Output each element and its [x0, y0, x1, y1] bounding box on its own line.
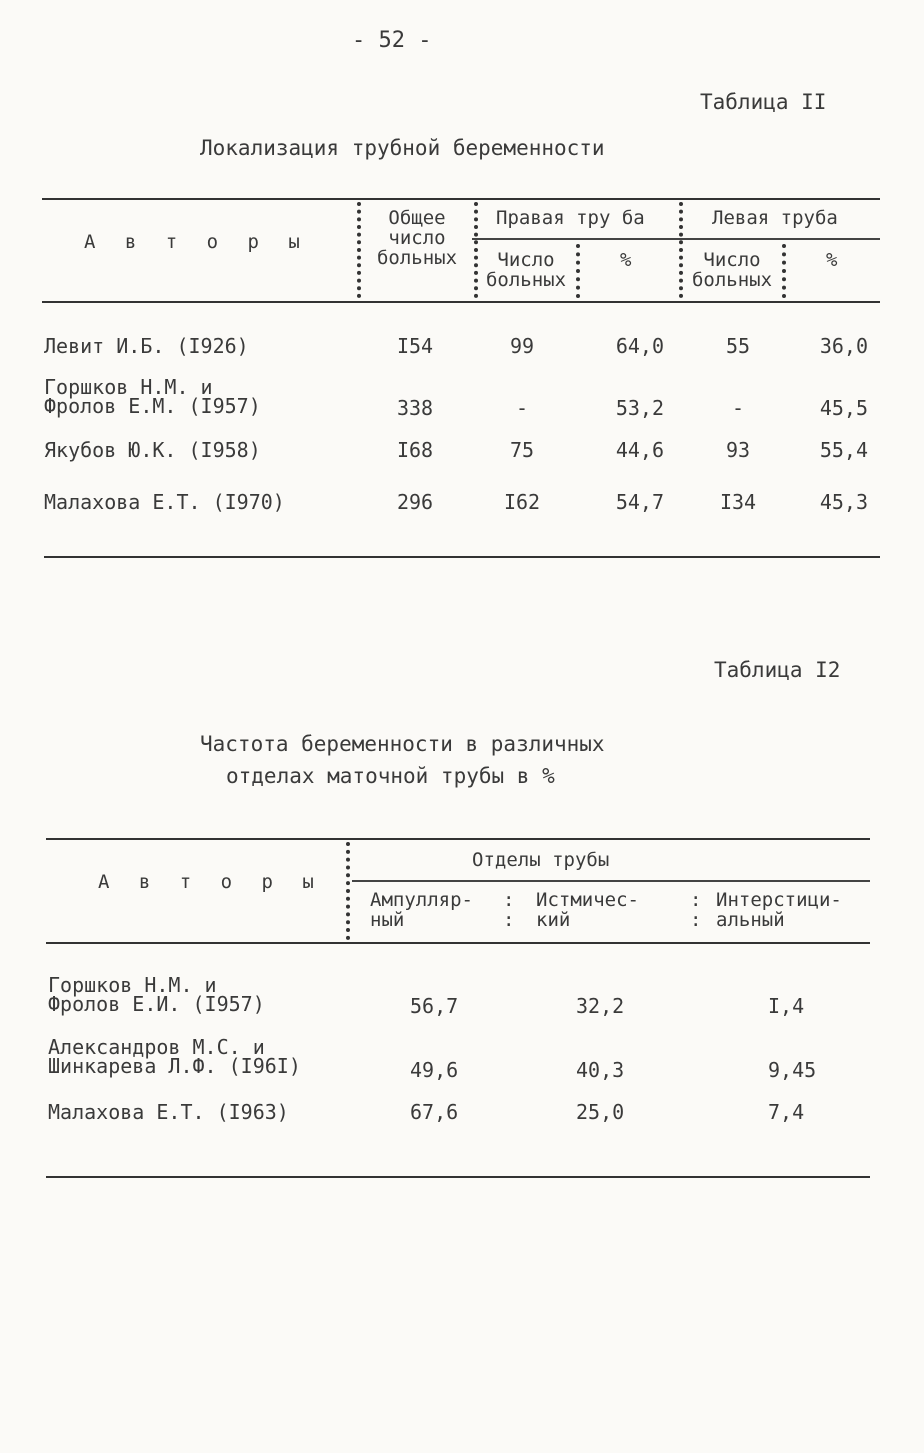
author-line: Александров М.С. и [48, 1035, 265, 1059]
header-line: Ампулляр- [370, 889, 473, 911]
table11-title: Локализация трубной беременности [200, 136, 605, 160]
table12-row1-isthmic: 32,2 [576, 994, 625, 1018]
table11-row1-author: Левит И.Б. (I926) [44, 334, 249, 358]
table12-row1-ampullar: 56,7 [410, 994, 459, 1018]
table11-header-left-count [684, 250, 780, 290]
page-number: - 52 - [352, 28, 432, 53]
table11-row4-author: Малахова Е.Т. (I970) [44, 490, 285, 514]
table12-row2-isthmic: 40,3 [576, 1058, 625, 1082]
table11-col-separator [679, 202, 683, 298]
table12-header-sections: Отделы трубы [472, 849, 610, 871]
table11-row3-right-n: 75 [509, 438, 535, 462]
table11-row4-left-pct: 45,3 [819, 490, 868, 514]
table11-label: Таблица II [700, 90, 827, 114]
header-line: число [388, 227, 446, 249]
table12-col-separator-colon: : : [503, 889, 515, 931]
author-line: Шинкарева Л.Ф. (I96I) [48, 1054, 301, 1078]
table11-header-right-tube: Правая тру ба [496, 207, 645, 229]
table12-subheader-rule [352, 880, 870, 882]
header-line: ный [370, 909, 405, 931]
header-line: больных [485, 269, 567, 291]
table11-header-authors: А в т о р ы [84, 231, 309, 253]
table11-row4-right-pct: 54,7 [615, 490, 664, 514]
table12-header-bottom-rule [46, 942, 870, 944]
table12-row3-isthmic: 25,0 [576, 1100, 625, 1124]
table11-top-rule [42, 198, 880, 200]
header-line: Общее [388, 207, 446, 229]
table11-bottom-rule [44, 556, 880, 558]
table11-row4-total: 296 [396, 490, 434, 514]
table12-header-ampullar [370, 890, 473, 930]
table11-row2-author [44, 375, 261, 418]
table11-row2-right-pct: 53,2 [615, 396, 664, 420]
table11-row3-right-pct: 44,6 [615, 438, 664, 462]
table11-header-right-percent: % [620, 249, 632, 271]
table11-subheader-rule [472, 238, 880, 240]
header-line: Истмичес- [536, 889, 639, 911]
table12-col-separator-colon: : : [690, 889, 702, 931]
table11-row2-left-pct: 45,5 [819, 396, 868, 420]
table11-row3-author: Якубов Ю.К. (I958) [44, 438, 261, 462]
table11-row3-left-pct: 55,4 [819, 438, 868, 462]
author-line: Горшков Н.М. и [44, 375, 213, 399]
table11-row2-left-n: - [731, 396, 745, 420]
author-line: Горшков Н.М. и [48, 973, 217, 997]
table11-col-separator [357, 202, 361, 298]
table11-row4-left-n: I34 [719, 490, 757, 514]
table11-row1-left-pct: 36,0 [819, 334, 868, 358]
author-line: Фролов Е.И. (I957) [48, 992, 265, 1016]
author-line: Фролов Е.М. (I957) [44, 394, 261, 418]
table12-row3-author: Малахова Е.Т. (I963) [48, 1100, 289, 1124]
header-line: альный [716, 909, 785, 931]
table11-header-left-tube: Левая труба [712, 207, 838, 229]
table11-row3-total: I68 [396, 438, 434, 462]
table12-col-separator [346, 842, 350, 940]
header-line: Число [497, 249, 555, 271]
table11-row3-left-n: 93 [725, 438, 751, 462]
table11-row1-total: I54 [396, 334, 434, 358]
table11-col-separator [782, 244, 786, 298]
header-line: кий [536, 909, 571, 931]
table12-title-line1: Частота беременности в различных [200, 732, 605, 756]
table12-header-authors: А в т о р ы [98, 871, 323, 893]
table12-row3-interstitial: 7,4 [768, 1100, 805, 1124]
header-line: больных [376, 247, 458, 269]
table11-col-separator [576, 244, 580, 298]
table12-header-isthmic [536, 890, 639, 930]
table12-label: Таблица I2 [714, 658, 841, 682]
table11-row1-left-n: 55 [725, 334, 751, 358]
table11-row1-right-n: 99 [509, 334, 535, 358]
table11-header-right-count [478, 250, 574, 290]
table12-row2-author [48, 1035, 301, 1078]
table12-row1-interstitial: I,4 [768, 994, 805, 1018]
header-line: Интерстици- [716, 889, 842, 911]
table11-header-total [362, 208, 472, 268]
header-line: больных [691, 269, 773, 291]
table11-row1-right-pct: 64,0 [615, 334, 664, 358]
table12-header-interstitial [716, 890, 842, 930]
table11-row4-right-n: I62 [503, 490, 541, 514]
table12-top-rule [46, 838, 870, 840]
table11-header-bottom-rule [42, 301, 880, 303]
table12-title-line2: отделах маточной трубы в % [226, 764, 555, 788]
table12-row2-interstitial: 9,45 [768, 1058, 817, 1082]
table12-row3-ampullar: 67,6 [410, 1100, 459, 1124]
table12-row1-author [48, 973, 265, 1016]
table12-bottom-rule [46, 1176, 870, 1178]
table11-row2-right-n: - [515, 396, 529, 420]
table12-row2-ampullar: 49,6 [410, 1058, 459, 1082]
header-line: Число [703, 249, 761, 271]
table11-row2-total: 338 [396, 396, 434, 420]
table11-header-left-percent: % [826, 249, 838, 271]
